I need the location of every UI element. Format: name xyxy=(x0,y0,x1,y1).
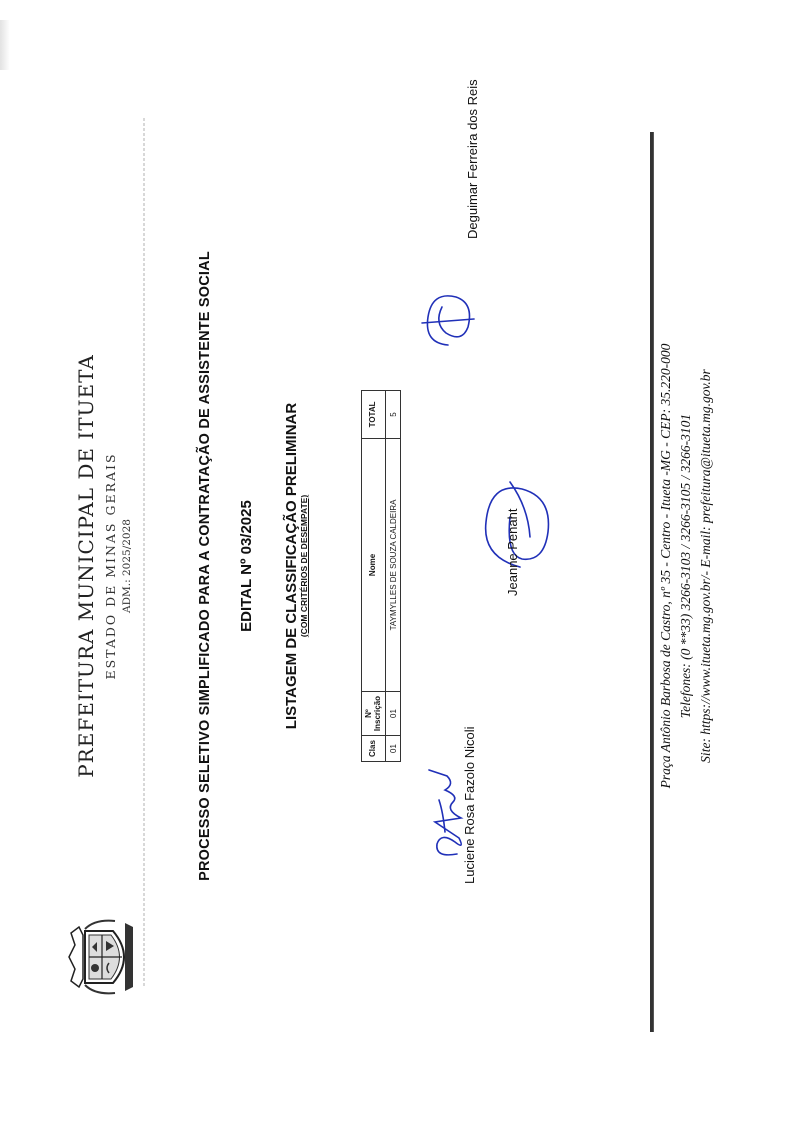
listing-title: LISTAGEM DE CLASSIFICAÇÃO PRELIMINAR xyxy=(283,402,300,730)
cell-clas: 01 xyxy=(386,736,401,762)
cell-nome: TAYMYLLES DE SOUZA CALDEIRA xyxy=(386,438,401,691)
table-header-row xyxy=(362,390,386,761)
footer-address: Praça Antônio Barbosa de Castro, nº 35 - Centro - Itueta -MG - CEP: 35.220-000 xyxy=(658,343,673,789)
footer-phones: Telefones: (0 **33) 3266-3103 / 3266-3105 / 3266-3101 xyxy=(678,413,693,719)
header-nome: Nome xyxy=(362,438,386,691)
table-row xyxy=(386,390,401,761)
header-inscricao-line1: Nº xyxy=(363,709,373,718)
footer-site-email: Site: https://www.itueta.mg.gov.br/- E-mail: prefeitura@itueta.mg.gov.br xyxy=(698,369,713,763)
cell-inscricao: 01 xyxy=(386,691,401,735)
listing-subtitle: (COM CRITÉRIOS DE DESEMPATE) xyxy=(299,494,309,638)
cell-total: 5 xyxy=(386,390,401,438)
signature-name-left: Luciene Rosa Fazolo Nicoli xyxy=(462,726,477,884)
administration-term: ADM.: 2025/2028 xyxy=(121,519,133,613)
header-total: TOTAL xyxy=(362,390,386,438)
org-name: PREFEITURA MUNICIPAL DE ITUETA xyxy=(74,354,98,778)
signature-name-right: Deguimar Ferreira dos Reis xyxy=(465,79,480,239)
footer-divider xyxy=(650,132,654,1032)
header-inscricao-line2: Inscrição xyxy=(372,695,382,732)
header-clas: Clas xyxy=(362,736,386,762)
state-name: ESTADO DE MINAS GERAIS xyxy=(103,452,118,680)
signature-name-middle: Jeanne Penaht xyxy=(505,508,520,596)
signature-scribble-right xyxy=(418,277,478,357)
classification-table xyxy=(361,390,401,762)
header-inscricao xyxy=(362,691,386,735)
process-title: PROCESSO SELETIVO SIMPLIFICADO PARA A CONTRATAÇÃO DE ASSISTENTE SOCIAL xyxy=(197,251,213,881)
edital-number: EDITAL Nº 03/2025 xyxy=(238,500,255,632)
